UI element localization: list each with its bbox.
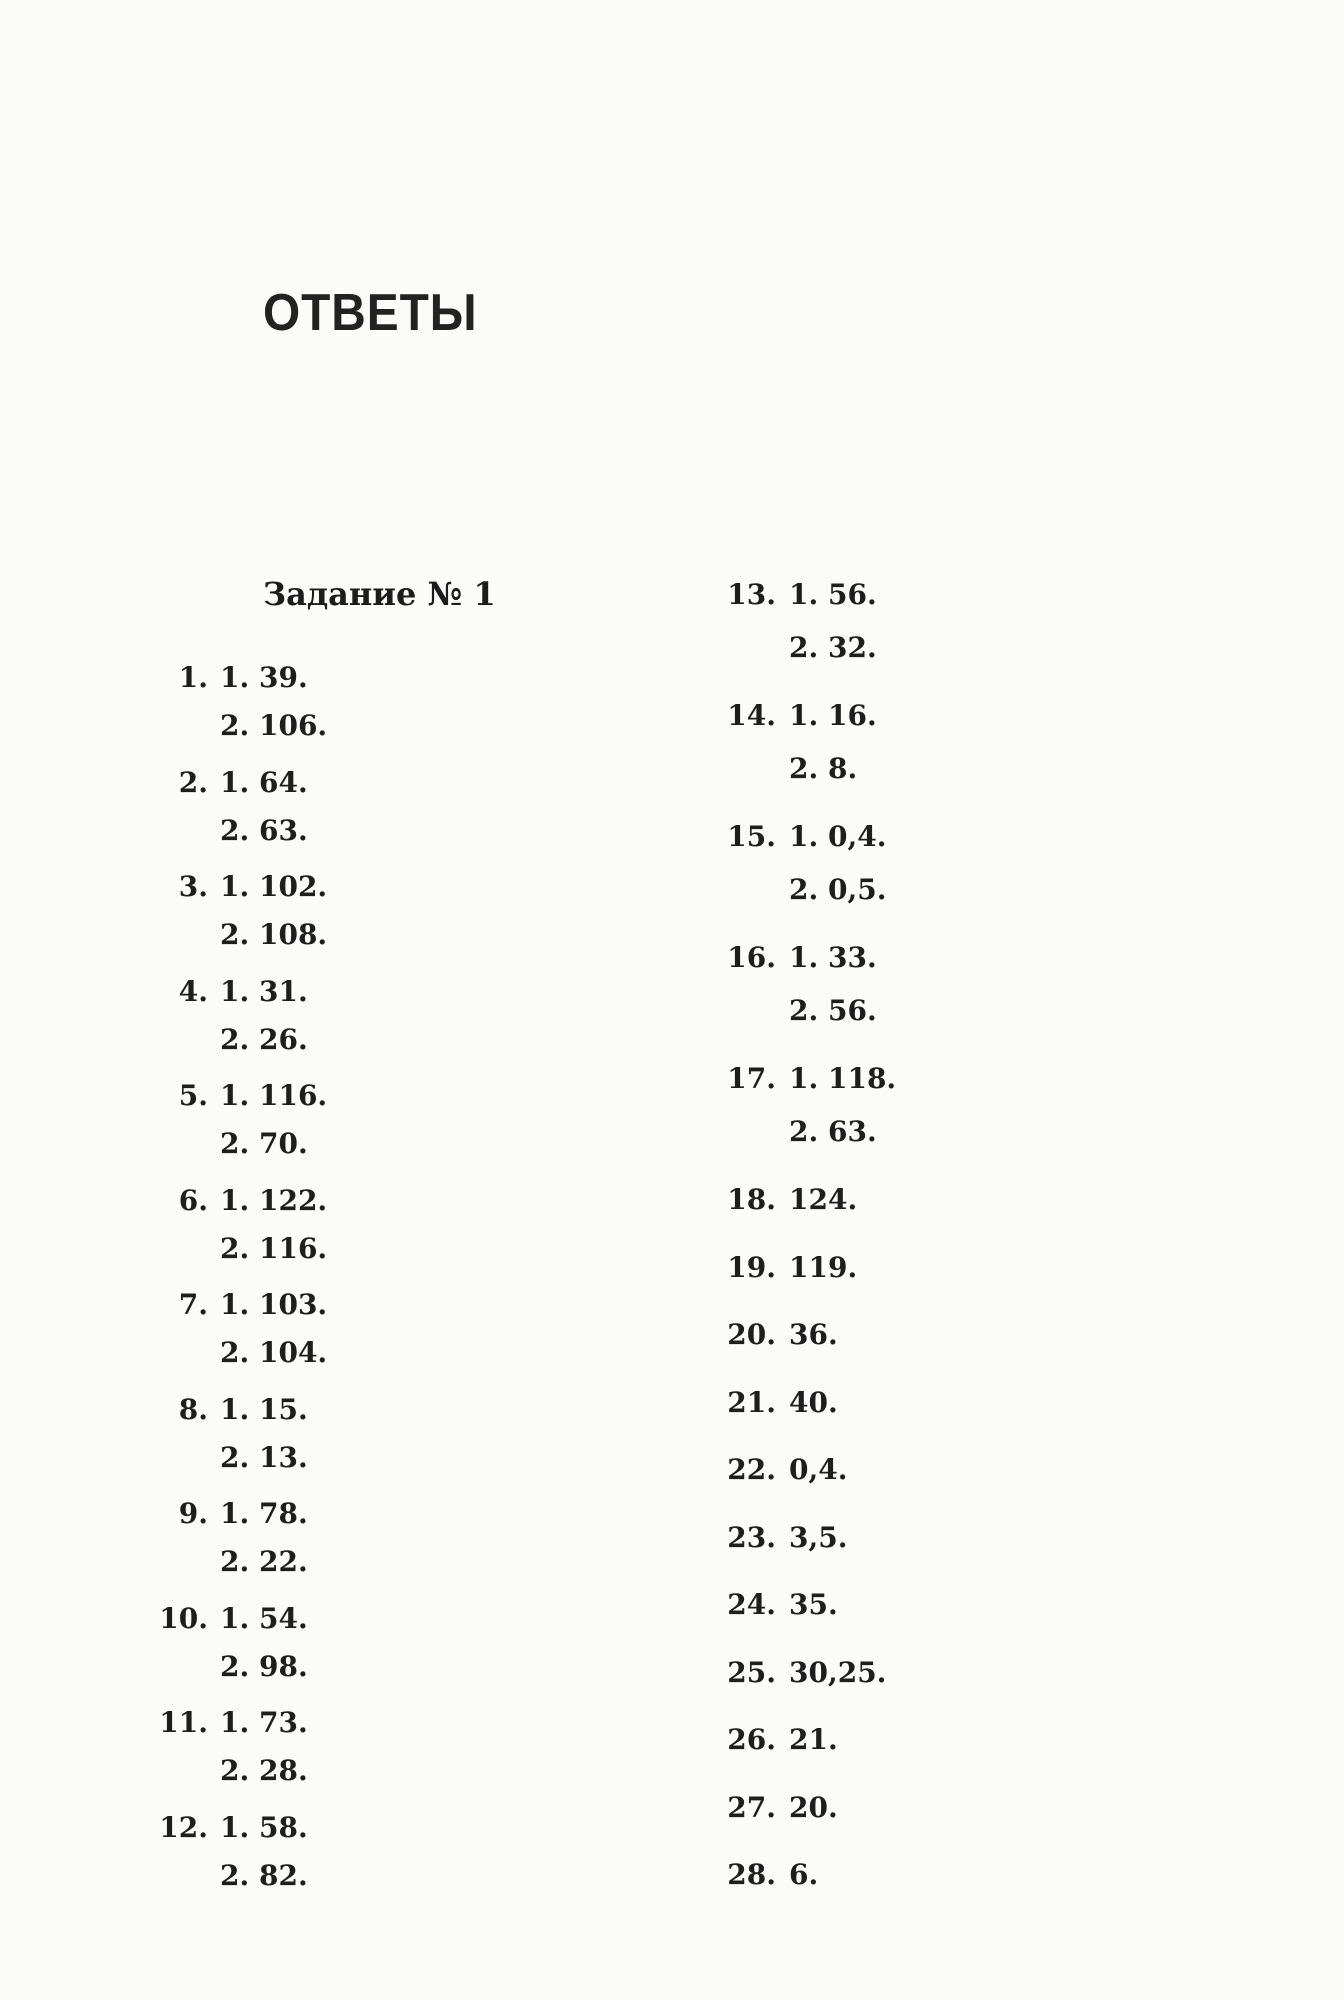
answer-number: 19.: [727, 1250, 776, 1284]
answer-line: 1. 64.: [220, 765, 308, 799]
answer-line: 1. 118.: [789, 1062, 897, 1095]
page-title: ОТВЕТЫ: [263, 284, 478, 342]
answer-line: 2. 70.: [220, 1127, 308, 1160]
answer-number: 10.: [159, 1601, 208, 1635]
answer-line: 2. 63.: [220, 813, 308, 847]
answer-number: 20.: [727, 1318, 776, 1351]
answer-number: 24.: [727, 1588, 776, 1621]
answer-line: 2. 104.: [220, 1336, 328, 1369]
answer-number: 2.: [178, 765, 208, 799]
answer-line: 3,5.: [789, 1520, 848, 1554]
answer-number: 8.: [178, 1392, 208, 1426]
answer-number: 25.: [727, 1655, 776, 1689]
answer-number: 4.: [178, 974, 208, 1008]
answer-line: 2. 0,5.: [789, 873, 887, 906]
answer-line: 2. 13.: [220, 1440, 308, 1474]
answer-number: 3.: [178, 870, 208, 903]
answer-line: 124.: [789, 1183, 858, 1216]
answer-line: 1. 39.: [220, 661, 308, 694]
answer-line: 2. 98.: [220, 1649, 308, 1683]
answer-line: 20.: [789, 1790, 838, 1824]
answer-number: 12.: [159, 1810, 208, 1844]
answer-line: 1. 16.: [789, 699, 877, 732]
answer-line: 1. 78.: [220, 1497, 308, 1530]
answer-number: 11.: [159, 1706, 208, 1739]
answer-line: 1. 103.: [220, 1288, 328, 1321]
answer-number: 23.: [727, 1520, 776, 1554]
answer-line: 40.: [789, 1385, 838, 1419]
answer-line: 0,4.: [789, 1453, 848, 1486]
answer-line: 35.: [789, 1588, 838, 1621]
answer-line: 2. 26.: [220, 1022, 308, 1056]
answer-line: 6.: [789, 1858, 819, 1891]
answer-line: 1. 116.: [220, 1079, 328, 1112]
answer-line: 30,25.: [789, 1655, 887, 1689]
answer-number: 9.: [178, 1497, 208, 1530]
answer-number: 26.: [727, 1723, 776, 1756]
answer-line: 36.: [789, 1318, 838, 1351]
answer-line: 2. 32.: [789, 631, 877, 664]
answer-line: 1. 15.: [220, 1392, 308, 1426]
answer-number: 21.: [727, 1385, 776, 1419]
answer-line: 2. 56.: [789, 994, 877, 1027]
answer-line: 2. 82.: [220, 1858, 308, 1892]
answer-line: 2. 116.: [220, 1231, 328, 1265]
answer-line: 2. 108.: [220, 918, 328, 951]
answer-line: 2. 8.: [789, 752, 858, 785]
answer-number: 17.: [727, 1062, 776, 1095]
answer-number: 27.: [727, 1790, 776, 1824]
section-heading: Задание № 1: [263, 575, 496, 613]
answer-line: 1. 122.: [220, 1183, 328, 1217]
answer-number: 22.: [727, 1453, 776, 1486]
answer-line: 1. 0,4.: [789, 820, 887, 853]
answer-line: 2. 28.: [220, 1754, 308, 1787]
answer-line: 2. 63.: [789, 1115, 877, 1148]
answer-number: 13.: [727, 578, 776, 611]
answer-line: 1. 54.: [220, 1601, 308, 1635]
answer-number: 1.: [178, 661, 208, 694]
answer-line: 1. 33.: [789, 941, 877, 974]
answer-number: 14.: [727, 699, 776, 732]
answer-line: 2. 106.: [220, 709, 328, 742]
answer-line: 1. 31.: [220, 974, 308, 1008]
answer-number: 7.: [178, 1288, 208, 1321]
answer-number: 16.: [727, 941, 776, 974]
answer-line: 1. 58.: [220, 1810, 308, 1844]
answer-number: 6.: [178, 1183, 208, 1217]
answer-number: 28.: [727, 1858, 776, 1891]
answer-line: 21.: [789, 1723, 838, 1756]
answer-number: 15.: [727, 820, 776, 853]
answer-line: 1. 102.: [220, 870, 328, 903]
answer-line: 119.: [789, 1250, 858, 1284]
answer-line: 1. 56.: [789, 578, 877, 611]
answer-number: 18.: [727, 1183, 776, 1216]
answer-line: 2. 22.: [220, 1545, 308, 1578]
answer-line: 1. 73.: [220, 1706, 308, 1739]
answer-number: 5.: [178, 1079, 208, 1112]
